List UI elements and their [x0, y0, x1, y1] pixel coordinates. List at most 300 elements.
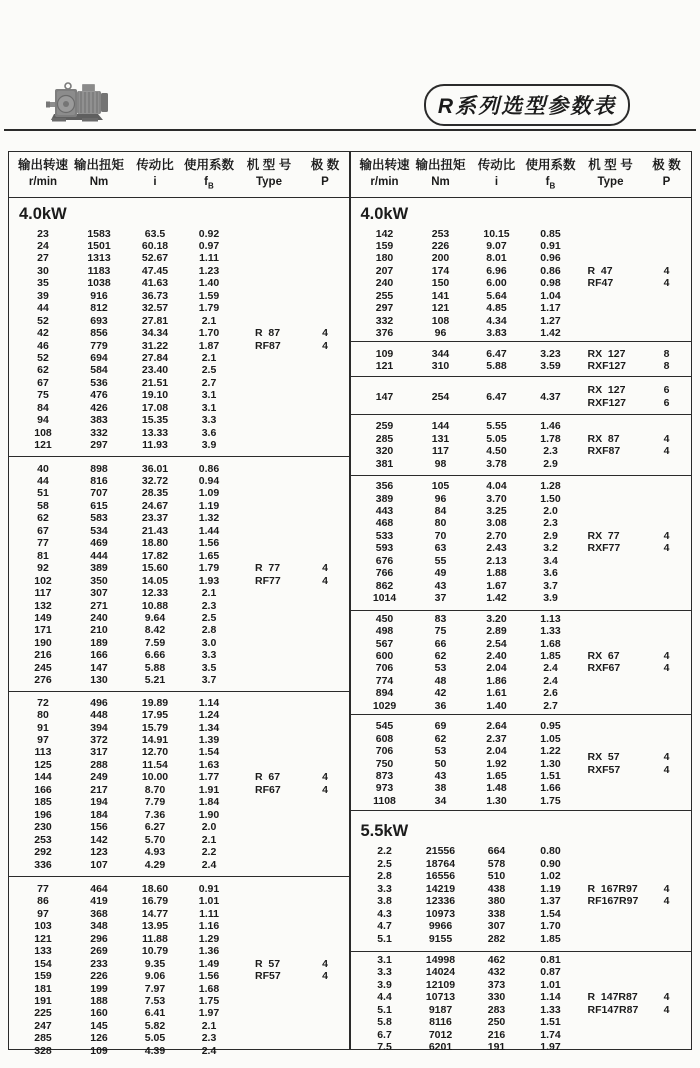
column-header-unit: P [662, 176, 671, 188]
service-factor-cell: 3.6 [201, 426, 217, 439]
ratio-cell: 1.92 [486, 757, 507, 770]
table-row [351, 302, 692, 314]
ratio-cell: 6.96 [486, 264, 507, 277]
ratio-cell: 5.64 [486, 289, 507, 302]
pole-count: 4 [663, 529, 670, 542]
model-type: RXF87 [587, 445, 621, 458]
service-factor-cell: 3.4 [543, 554, 558, 567]
speed-cell: 600 [375, 649, 394, 662]
ratio-cell: 4.85 [486, 302, 507, 315]
speed-cell: 6.7 [377, 1028, 392, 1041]
ratio-cell: 1.67 [486, 579, 507, 592]
column-header-unit: $f_B$ [545, 176, 556, 191]
service-factor-cell: 1.74 [540, 1028, 561, 1041]
torque-cell: 131 [431, 432, 450, 445]
service-factor-cell: 1.59 [198, 289, 220, 302]
pole-count: 4 [322, 574, 328, 587]
torque-cell: 189 [90, 636, 108, 649]
torque-cell: 66 [434, 637, 447, 650]
column-header-cn: 机 型 号 [588, 158, 633, 172]
table-row [9, 612, 349, 624]
ratio-cell: 1.88 [486, 567, 507, 580]
table-row [351, 420, 692, 432]
speed-cell: 40 [37, 462, 49, 475]
torque-cell: 142 [90, 833, 108, 846]
ratio-cell: 21.51 [141, 376, 169, 389]
torque-cell: 63 [434, 542, 447, 555]
speed-cell: 4.7 [377, 920, 392, 933]
table-row [9, 352, 349, 364]
table-left-half [9, 199, 349, 1057]
table-row [351, 613, 692, 625]
model-row [351, 348, 692, 360]
service-factor-cell: 1.19 [198, 499, 220, 512]
speed-cell: 117 [34, 587, 52, 600]
ratio-cell: 282 [487, 932, 506, 945]
pole-count: 6 [663, 384, 670, 397]
ratio-cell: 12.70 [141, 746, 169, 759]
speed-cell: 2.8 [377, 870, 392, 883]
speed-cell: 132 [34, 599, 52, 612]
table-row [9, 662, 349, 674]
ratio-cell: 19.10 [141, 389, 169, 402]
service-factor-cell: 1.39 [198, 734, 220, 747]
torque-cell: 12336 [425, 895, 456, 908]
table-row [351, 290, 692, 302]
ratio-cell: 1.48 [486, 782, 507, 795]
torque-cell: 476 [90, 389, 108, 402]
ratio-cell: 462 [487, 953, 506, 966]
table-row [351, 845, 692, 857]
torque-cell: 368 [90, 907, 108, 920]
speed-cell: 62 [37, 364, 49, 377]
column-header-cn: 传动比 [136, 158, 174, 172]
column-header [74, 157, 124, 191]
speed-cell: 196 [34, 808, 52, 821]
speed-cell: 142 [375, 227, 394, 240]
service-factor-cell: 1.93 [198, 574, 220, 587]
speed-cell: 285 [375, 432, 394, 445]
service-factor-cell: 3.2 [543, 542, 558, 555]
service-factor-cell: 1.70 [540, 920, 561, 933]
torque-cell: 426 [90, 401, 108, 414]
torque-cell: 8116 [429, 1016, 452, 1029]
speed-cell: 3.1 [377, 953, 392, 966]
speed-cell: 67 [37, 376, 49, 389]
torque-cell: 10973 [425, 907, 456, 920]
speed-cell: 3.8 [377, 895, 392, 908]
ratio-cell: 4.04 [486, 480, 507, 493]
service-factor-cell: 1.85 [540, 649, 561, 662]
table-row [351, 979, 692, 991]
table-block [351, 199, 692, 341]
ratio-cell: 21.43 [141, 524, 169, 537]
speed-cell: 443 [375, 505, 394, 518]
table-block [351, 811, 692, 951]
speed-cell: 5.1 [377, 1003, 392, 1016]
ratio-cell: 4.93 [144, 846, 166, 859]
service-factor-cell: 1.09 [198, 487, 220, 500]
table-row [351, 933, 692, 945]
speed-cell: 94 [37, 414, 49, 427]
service-factor-cell: 2.5 [201, 611, 217, 624]
table-row [9, 537, 349, 549]
speed-cell: 285 [34, 1032, 52, 1045]
ratio-cell: 438 [487, 882, 506, 895]
speed-cell: 4.4 [377, 991, 392, 1004]
table-row [9, 439, 349, 451]
torque-cell: 1501 [87, 239, 111, 252]
torque-cell: 147 [90, 661, 108, 674]
torque-cell: 317 [90, 746, 108, 759]
ratio-cell: 11.88 [142, 932, 168, 945]
table-row [9, 649, 349, 661]
speed-cell: 774 [375, 674, 394, 687]
ratio-cell: 6.27 [144, 821, 166, 834]
speed-cell: 190 [34, 636, 52, 649]
model-type: R 147R87 [587, 991, 638, 1004]
service-factor-cell: 2.3 [201, 599, 217, 612]
pole-count: 4 [663, 432, 670, 445]
ratio-cell: 32.57 [141, 302, 169, 315]
speed-cell: 52 [37, 314, 49, 327]
ratio-cell: 9.06 [144, 970, 166, 983]
table-block [9, 692, 349, 876]
service-factor-cell: 1.14 [198, 696, 220, 709]
torque-cell: 121 [431, 302, 450, 315]
service-factor-cell: 3.59 [540, 359, 561, 372]
ratio-cell: 3.78 [486, 457, 507, 470]
speed-cell: 766 [375, 567, 394, 580]
service-factor-cell: 1.68 [540, 637, 561, 650]
service-factor-cell: 1.37 [540, 895, 561, 908]
torque-cell: 389 [90, 562, 108, 575]
service-factor-cell: 1.87 [198, 339, 220, 352]
model-type: R 87 [255, 327, 281, 340]
torque-cell: 160 [90, 1007, 108, 1020]
table-row [9, 277, 349, 289]
table-row [9, 709, 349, 721]
service-factor-cell: 2.5 [201, 364, 217, 377]
service-factor-cell: 2.8 [201, 624, 217, 637]
speed-cell: 121 [34, 932, 52, 945]
speed-cell: 113 [34, 746, 52, 759]
torque-cell: 269 [90, 945, 108, 958]
service-factor-cell: 2.4 [201, 1044, 217, 1057]
table-row [351, 966, 692, 978]
speed-cell: 39 [37, 289, 49, 302]
torque-cell: 253 [431, 227, 450, 240]
torque-cell: 62 [434, 732, 447, 745]
torque-cell: 6201 [428, 1041, 453, 1054]
table-block [351, 715, 692, 810]
table-row [9, 759, 349, 771]
model-row [351, 650, 692, 662]
column-header [184, 157, 234, 194]
service-factor-cell: 3.9 [543, 592, 558, 605]
speed-cell: 154 [34, 957, 52, 970]
ratio-cell: 10.15 [483, 227, 510, 240]
ratio-cell: 17.08 [141, 401, 169, 414]
speed-cell: 255 [375, 289, 394, 302]
ratio-cell: 5.05 [144, 1032, 166, 1045]
pole-count: 4 [663, 751, 670, 764]
speed-cell: 3.3 [377, 966, 392, 979]
torque-cell: 296 [90, 932, 108, 945]
service-factor-cell: 2.3 [201, 1032, 217, 1045]
speed-cell: 84 [37, 401, 49, 414]
pole-count: 4 [663, 882, 670, 895]
torque-cell: 117 [432, 445, 449, 458]
table-row [9, 512, 349, 524]
torque-cell: 9187 [428, 1003, 453, 1016]
table-row [351, 675, 692, 687]
speed-cell: 706 [375, 745, 394, 758]
column-header-cn: 极 数 [652, 158, 681, 172]
speed-cell: 1029 [372, 699, 397, 712]
service-factor-cell: 1.19 [540, 882, 561, 895]
service-factor-cell: 1.75 [198, 995, 220, 1008]
service-factor-cell: 0.98 [540, 277, 561, 290]
torque-cell: 583 [90, 512, 108, 525]
model-row [351, 895, 692, 907]
ratio-cell: 7.36 [144, 808, 166, 821]
service-factor-cell: 1.44 [198, 524, 220, 537]
table-row [9, 252, 349, 264]
service-factor-cell: 3.6 [543, 567, 558, 580]
speed-cell: 44 [37, 475, 49, 488]
speed-cell: 3.3 [377, 882, 392, 895]
table-row [9, 624, 349, 636]
column-header [247, 157, 291, 191]
model-row [351, 265, 692, 277]
torque-cell: 109 [90, 1044, 108, 1057]
service-factor-cell: 1.84 [198, 796, 220, 809]
table-row [9, 302, 349, 314]
service-factor-cell: 1.49 [198, 957, 220, 970]
speed-cell: 862 [375, 579, 394, 592]
torque-cell: 226 [90, 970, 108, 983]
torque-cell: 9966 [428, 920, 453, 933]
service-factor-cell: 1.79 [198, 562, 220, 575]
model-type: RX 87 [587, 432, 620, 445]
column-header-unit: Type [255, 176, 282, 188]
model-type: RF87 [255, 339, 281, 352]
table-row [9, 364, 349, 376]
service-factor-cell: 0.94 [198, 475, 220, 488]
column-header [588, 157, 632, 191]
torque-cell: 69 [434, 720, 447, 733]
table-row [9, 315, 349, 327]
pole-count: 4 [663, 445, 670, 458]
ratio-cell: 52.67 [141, 252, 169, 265]
torque-cell: 240 [90, 611, 108, 624]
ratio-cell: 4.50 [486, 445, 507, 458]
service-factor-cell: 1.32 [198, 512, 220, 525]
ratio-cell: 250 [487, 1016, 506, 1029]
pole-count: 4 [322, 327, 328, 340]
torque-cell: 53 [434, 662, 447, 675]
model-row [9, 562, 349, 574]
service-factor-cell: 2.7 [543, 699, 558, 712]
ratio-cell: 41.63 [141, 277, 169, 290]
table-row [9, 414, 349, 426]
speed-cell: 2.2 [377, 845, 392, 858]
table-row [9, 722, 349, 734]
ratio-cell: 4.39 [144, 1044, 166, 1057]
torque-cell: 856 [90, 327, 108, 340]
table-block [9, 199, 349, 456]
table-row [9, 525, 349, 537]
service-factor-cell: 2.1 [201, 352, 217, 364]
table-row [9, 834, 349, 846]
torque-cell: 310 [431, 359, 450, 372]
torque-cell: 96 [434, 327, 447, 340]
speed-cell: 77 [37, 882, 49, 895]
torque-cell: 9155 [428, 932, 453, 945]
service-factor-cell: 1.85 [540, 932, 561, 945]
service-factor-cell: 0.86 [198, 462, 220, 475]
ratio-cell: 7.53 [144, 995, 166, 1008]
table-row [351, 240, 692, 252]
torque-cell: 419 [90, 895, 108, 908]
service-factor-cell: 0.91 [198, 882, 220, 895]
power-section-heading: 5.5kW [360, 822, 409, 841]
speed-cell: 102 [34, 574, 52, 587]
torque-cell: 37 [434, 592, 447, 605]
model-type: RXF77 [587, 542, 621, 555]
service-factor-cell: 1.16 [198, 920, 220, 933]
model-type: RF77 [255, 574, 281, 587]
service-factor-cell: 0.96 [540, 252, 561, 265]
ratio-cell: 12.33 [141, 587, 169, 600]
table-row [351, 517, 692, 529]
service-factor-cell: 2.2 [201, 846, 217, 859]
service-factor-cell: 1.68 [198, 982, 220, 995]
model-row [9, 784, 349, 796]
ratio-cell: 6.47 [486, 347, 507, 360]
torque-cell: 464 [90, 882, 108, 895]
service-factor-cell: 1.01 [198, 895, 220, 908]
ratio-cell: 6.41 [144, 1007, 166, 1020]
torque-cell: 62 [434, 649, 447, 662]
ratio-cell: 2.89 [486, 625, 507, 638]
column-header-cn: 输出扭矩 [73, 158, 125, 172]
speed-cell: 42 [37, 327, 49, 340]
ratio-cell: 2.04 [486, 745, 507, 758]
ratio-cell: 8.42 [144, 624, 166, 637]
speed-cell: 133 [34, 945, 52, 958]
torque-cell: 38 [434, 782, 447, 795]
table-row [351, 252, 692, 264]
service-factor-cell: 1.75 [540, 794, 561, 807]
service-factor-cell: 2.9 [543, 457, 558, 470]
service-factor-cell: 3.7 [201, 674, 217, 687]
model-row [351, 1004, 692, 1016]
speed-cell: 81 [37, 549, 49, 562]
speed-cell: 676 [375, 554, 394, 567]
ratio-cell: 2.40 [486, 649, 507, 662]
service-factor-cell: 2.4 [543, 674, 558, 687]
service-factor-cell: 0.86 [540, 264, 561, 277]
speed-cell: 159 [375, 239, 394, 252]
torque-cell: 694 [90, 352, 108, 364]
ratio-cell: 14.77 [141, 907, 169, 920]
service-factor-cell: 1.63 [198, 758, 220, 771]
model-row [351, 991, 692, 1003]
table-block [9, 457, 349, 691]
pole-count: 4 [663, 895, 670, 908]
table-row [9, 463, 349, 475]
service-factor-cell: 0.97 [198, 239, 220, 252]
ratio-cell: 14.05 [141, 574, 169, 587]
model-row [351, 751, 692, 763]
column-header [311, 157, 339, 191]
model-row [351, 433, 692, 445]
table-row [351, 870, 692, 882]
torque-cell: 14024 [425, 966, 456, 979]
ratio-cell: 14.91 [141, 734, 169, 747]
table-row [9, 945, 349, 957]
service-factor-cell: 2.4 [543, 662, 558, 675]
speed-cell: 121 [375, 359, 394, 372]
torque-cell: 288 [90, 758, 108, 771]
torque-cell: 194 [90, 796, 108, 809]
torque-cell: 108 [431, 314, 450, 327]
model-type: RXF127 [587, 359, 627, 372]
speed-cell: 180 [375, 252, 394, 265]
speed-cell: 750 [375, 757, 394, 770]
torque-cell: 496 [90, 696, 108, 709]
torque-cell: 812 [90, 302, 108, 315]
ratio-cell: 380 [487, 895, 506, 908]
speed-cell: 24 [37, 239, 49, 252]
header-rule [4, 129, 696, 131]
ratio-cell: 3.08 [486, 517, 507, 530]
speed-cell: 593 [375, 542, 394, 555]
table-row [9, 550, 349, 562]
table-block [351, 952, 692, 1056]
ratio-cell: 11.93 [142, 439, 168, 452]
ratio-cell: 1.40 [486, 699, 507, 712]
speed-cell: 1014 [372, 592, 397, 605]
model-type: RX 127 [587, 347, 626, 360]
ratio-cell: 17.95 [141, 709, 169, 722]
power-section-heading: 4.0kW [19, 204, 67, 223]
ratio-cell: 15.79 [141, 721, 169, 734]
service-factor-cell: 1.51 [540, 770, 561, 783]
speed-cell: 450 [375, 612, 394, 625]
torque-cell: 80 [434, 517, 447, 530]
torque-cell: 394 [90, 721, 108, 734]
torque-cell: 98 [434, 457, 447, 470]
table-row [9, 859, 349, 871]
speed-cell: 320 [375, 445, 394, 458]
speed-cell: 144 [34, 771, 52, 784]
speed-cell: 191 [34, 995, 52, 1008]
table-row [351, 505, 692, 517]
torque-cell: 693 [90, 314, 108, 327]
table-row [351, 493, 692, 505]
service-factor-cell: 1.30 [540, 757, 561, 770]
ratio-cell: 2.13 [486, 554, 507, 567]
service-factor-cell: 1.66 [540, 782, 561, 795]
speed-cell: 97 [37, 907, 49, 920]
column-header-unit: r/min [370, 176, 399, 188]
torque-cell: 166 [90, 649, 108, 662]
speed-cell: 292 [34, 846, 52, 859]
torque-cell: 83 [434, 612, 447, 625]
